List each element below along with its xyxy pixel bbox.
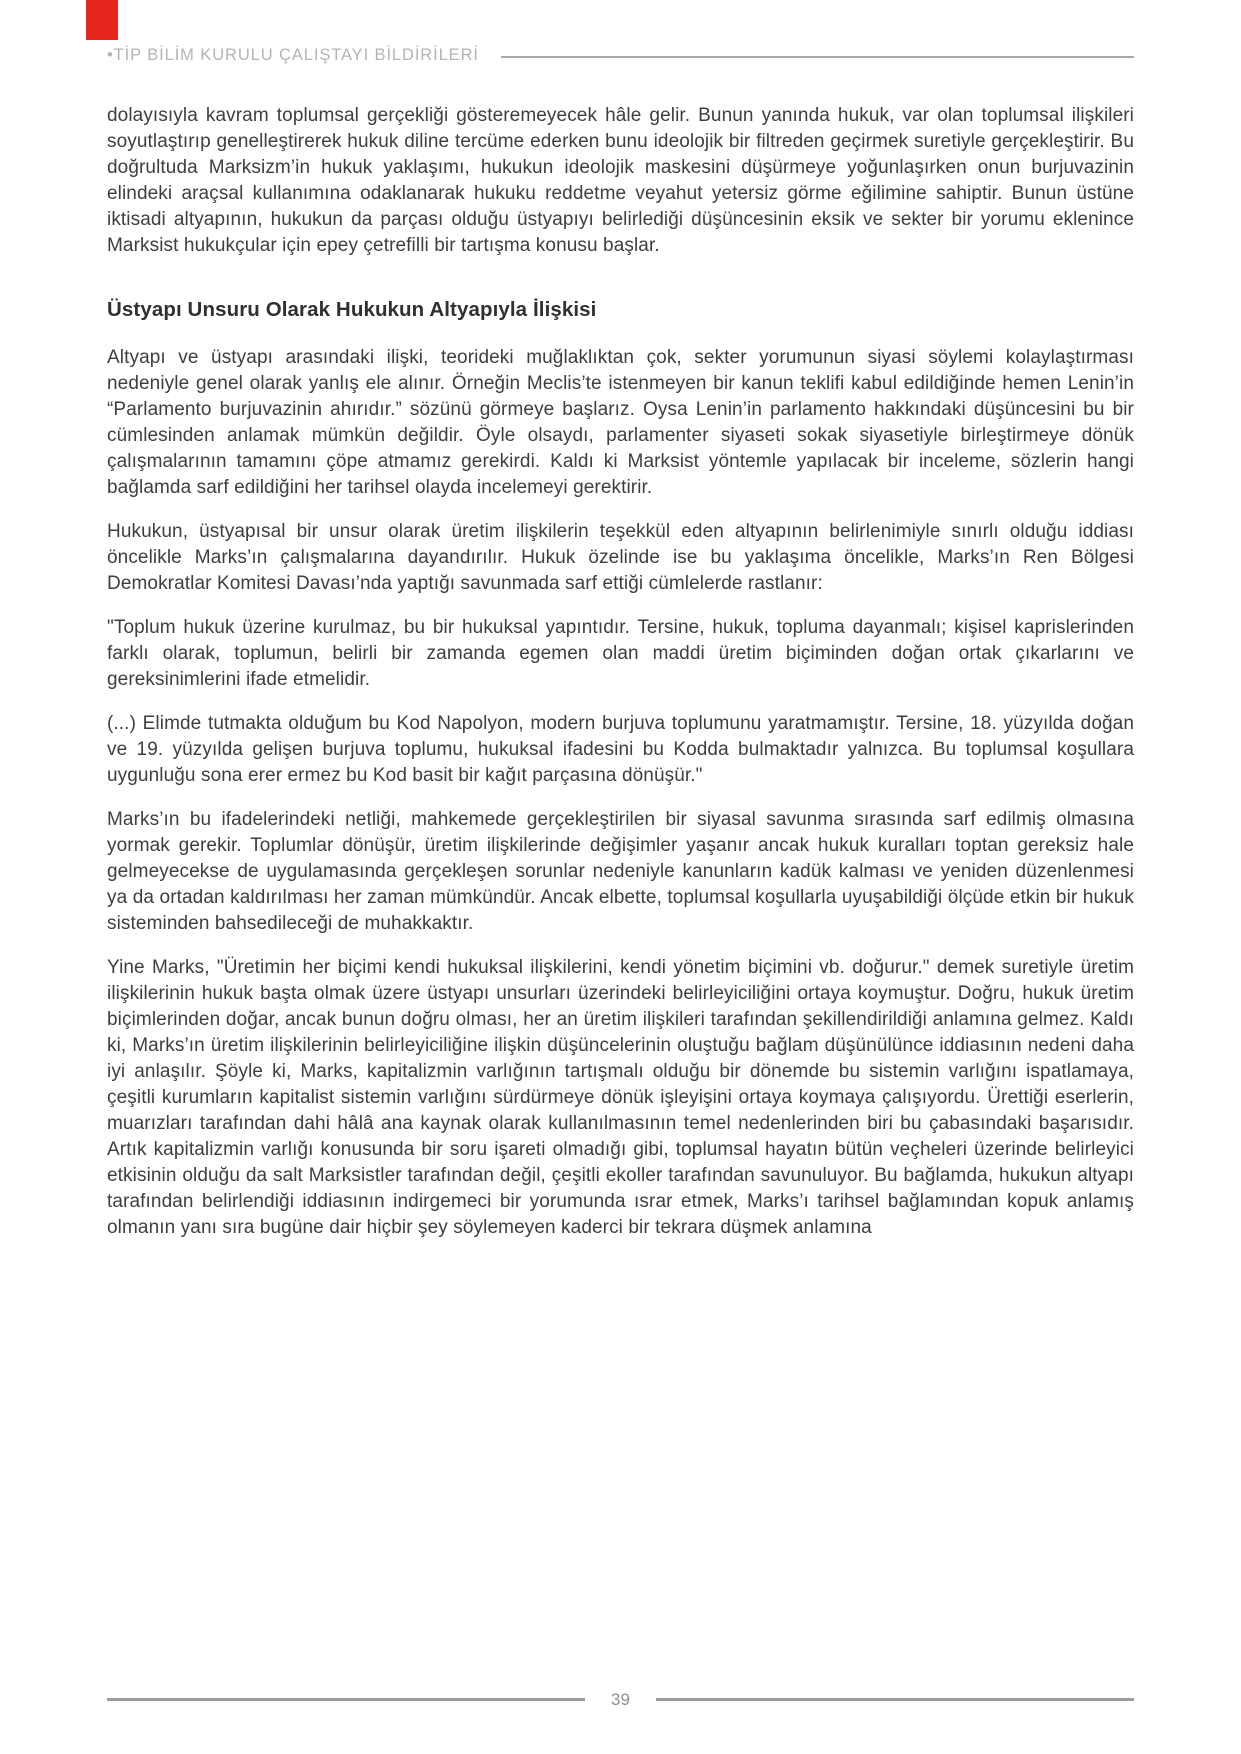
page-header	[107, 0, 1134, 65]
section-heading: Üstyapı Unsuru Olarak Hukukun Altyapıyla İlişkisi	[107, 298, 597, 321]
footer-rule-right	[656, 1698, 1134, 1701]
page-body	[107, 103, 1134, 1241]
red-corner-mark	[86, 0, 118, 40]
header-title: •TİP BİLİM KURULU ÇALIŞTAYI BİLDİRİLERİ	[107, 46, 479, 64]
body-paragraph-quote: "Toplum hukuk üzerine kurulmaz, bu bir hukuksal yapıntıdır. Tersine, hukuk, topluma dayanmalı; kişisel kaprislerinden farklı olarak, toplumun, belirli bir zamanda egemen olan maddi üretim biçiminden doğan ortak çıkarlarını ve gereksinimlerini ifade etmelidir.	[107, 617, 1134, 690]
body-paragraph: Yine Marks, "Üretimin her biçimi kendi hukuksal ilişkilerini, kendi yönetim biçimini vb. doğurur." demek suretiyle üretim ilişkilerinin hukuk başta olmak üzere üstyapı unsurları üzerindeki belirleyiciliğini ortaya koymuştur. Doğru, hukuk üretim biçimlerinden doğar, ancak bunun doğru olması, her an üretim ilişkileri tarafından şekillendirildiği anlamına gelmez. Kaldı ki, Marks’ın üretim ilişkilerinin belirleyiciliğine ilişkin düşüncelerinin oluştuğu bağlam düşünülünce iddiasının nedeni daha iyi anlaşılır. Şöyle ki, Marks, kapitalizmin varlığının tartışmalı olduğu bir dönemde bu sistemin varlığını ispatlamaya, çeşitli kurumların kapitalist sistemin varlığını sürdürmeye dönük işleyişini ortaya koymaya çalışıyordu. Ürettiği eserlerin, muarızları tarafından dahi hâlâ ana kaynak olarak kullanılmasının temel nedenlerinden biri bu çabasındaki başarısıdır. Artık kapitalizmin varlığı konusunda bir soru işareti olmadığı gibi, toplumsal hayatın bütün veçheleri üzerinde belirleyici etkisinin olduğu da salt Marksistler tarafından değil, çeşitli ekoller tarafından savunuluyor. Bu bağlamda, hukukun altyapı tarafından belirlendiği iddiasının indirgemeci bir yorumunda ısrar etmek, Marks’ı tarihsel bağlamından kopuk anlamış olmanın yanı sıra bugüne dair hiçbir şey söylemeyen kaderci bir tekrara düşmek anlamına	[107, 957, 1134, 1238]
body-paragraph: Altyapı ve üstyapı arasındaki ilişki, teorideki muğlaklıktan çok, sekter yorumunun siyasi söylemi kolaylaştırması nedeniyle genel olarak yanlış ele alınır. Örneğin Meclis’te istenmeyen bir kanun teklifi kabul edildiğinde hemen Lenin’in “Parlamento burjuvazinin ahırıdır.” sözünü görmeye başlarız. Oysa Lenin’in parlamento hakkındaki düşüncesini bu bir cümlesinden anlamak mümkün değildir. Öyle olsaydı, parlamenter siyaseti sokak siyasetiyle birleştirmeye dönük çalışmalarının tamamını çöpe atmamız gerekirdi. Kaldı ki Marksist yöntemle yapılacak bir inceleme, sözlerin hangi bağlamda sarf edildiğini her tarihsel olayda incelemeyi gerektirir.	[107, 347, 1134, 498]
body-paragraph: Hukukun, üstyapısal bir unsur olarak üretim ilişkilerin teşekkül eden altyapının belirlenimiyle sınırlı olduğu iddiası öncelikle Marks’ın çalışmalarına dayandırılır. Hukuk özelinde ise bu yaklaşıma öncelikle, Marks’ın Ren Bölgesi Demokratlar Komitesi Davası’nda yaptığı savunmada sarf ettiği cümlelerde rastlanır:	[107, 521, 1134, 594]
body-paragraph: dolayısıyla kavram toplumsal gerçekliği gösteremeyecek hâle gelir. Bunun yanında hukuk, var olan toplumsal ilişkileri soyutlaştırıp genelleştirerek hukuk diline tercüme ederken bunu ideolojik bir filtreden geçirmek suretiyle gerçekleştirir. Bu doğrultuda Marksizm’in hukuk yaklaşımı, hukukun ideolojik maskesini düşürmeye yoğunlaşırken onun burjuvazinin elindeki araçsal kullanımına odaklanarak hukuku reddetme veyahut yetersiz görme eğilimine sahiptir. Bunun üstüne iktisadi altyapının, hukukun da parçası olduğu üstyapıyı belirlediği düşüncesinin eksik ve sekter bir yorumu eklenince Marksist hukukçular için epey çetrefilli bir tartışma konusu başlar.	[107, 105, 1134, 256]
footer-rule-left	[107, 1698, 585, 1701]
page-footer	[107, 1691, 1134, 1708]
body-paragraph-quote: (...) Elimde tutmakta olduğum bu Kod Napolyon, modern burjuva toplumunu yaratmamıştır. Tersine, 18. yüzyılda doğan ve 19. yüzyılda gelişen burjuva toplumu, hukuksal ifadesini bu Kodda bulmaktadır yalnızca. Bu toplumsal koşullara uygunluğu sona erer ermez bu Kod basit bir kağıt parçasına dönüşür."	[107, 713, 1134, 786]
page-number: 39	[611, 1690, 630, 1709]
header-rule	[501, 56, 1134, 58]
body-paragraph: Marks’ın bu ifadelerindeki netliği, mahkemede gerçekleştirilen bir siyasal savunma sırasında sarf edilmiş olmasına yormak gerekir. Toplumlar dönüşür, üretim ilişkilerinde değişimler yaşanır ancak hukuk kuralları toptan gereksiz hale gelmeyecekse de uygulamasında gerçekleşen sorunlar nedeniyle kanunların kadük kalması ve yeniden düzenlenmesi ya da ortadan kaldırılması her zaman mümkündür. Ancak elbette, toplumsal koşullarla uyuşabildiği ölçüde etkin bir hukuk sisteminden bahsedileceği de muhakkaktır.	[107, 809, 1134, 934]
